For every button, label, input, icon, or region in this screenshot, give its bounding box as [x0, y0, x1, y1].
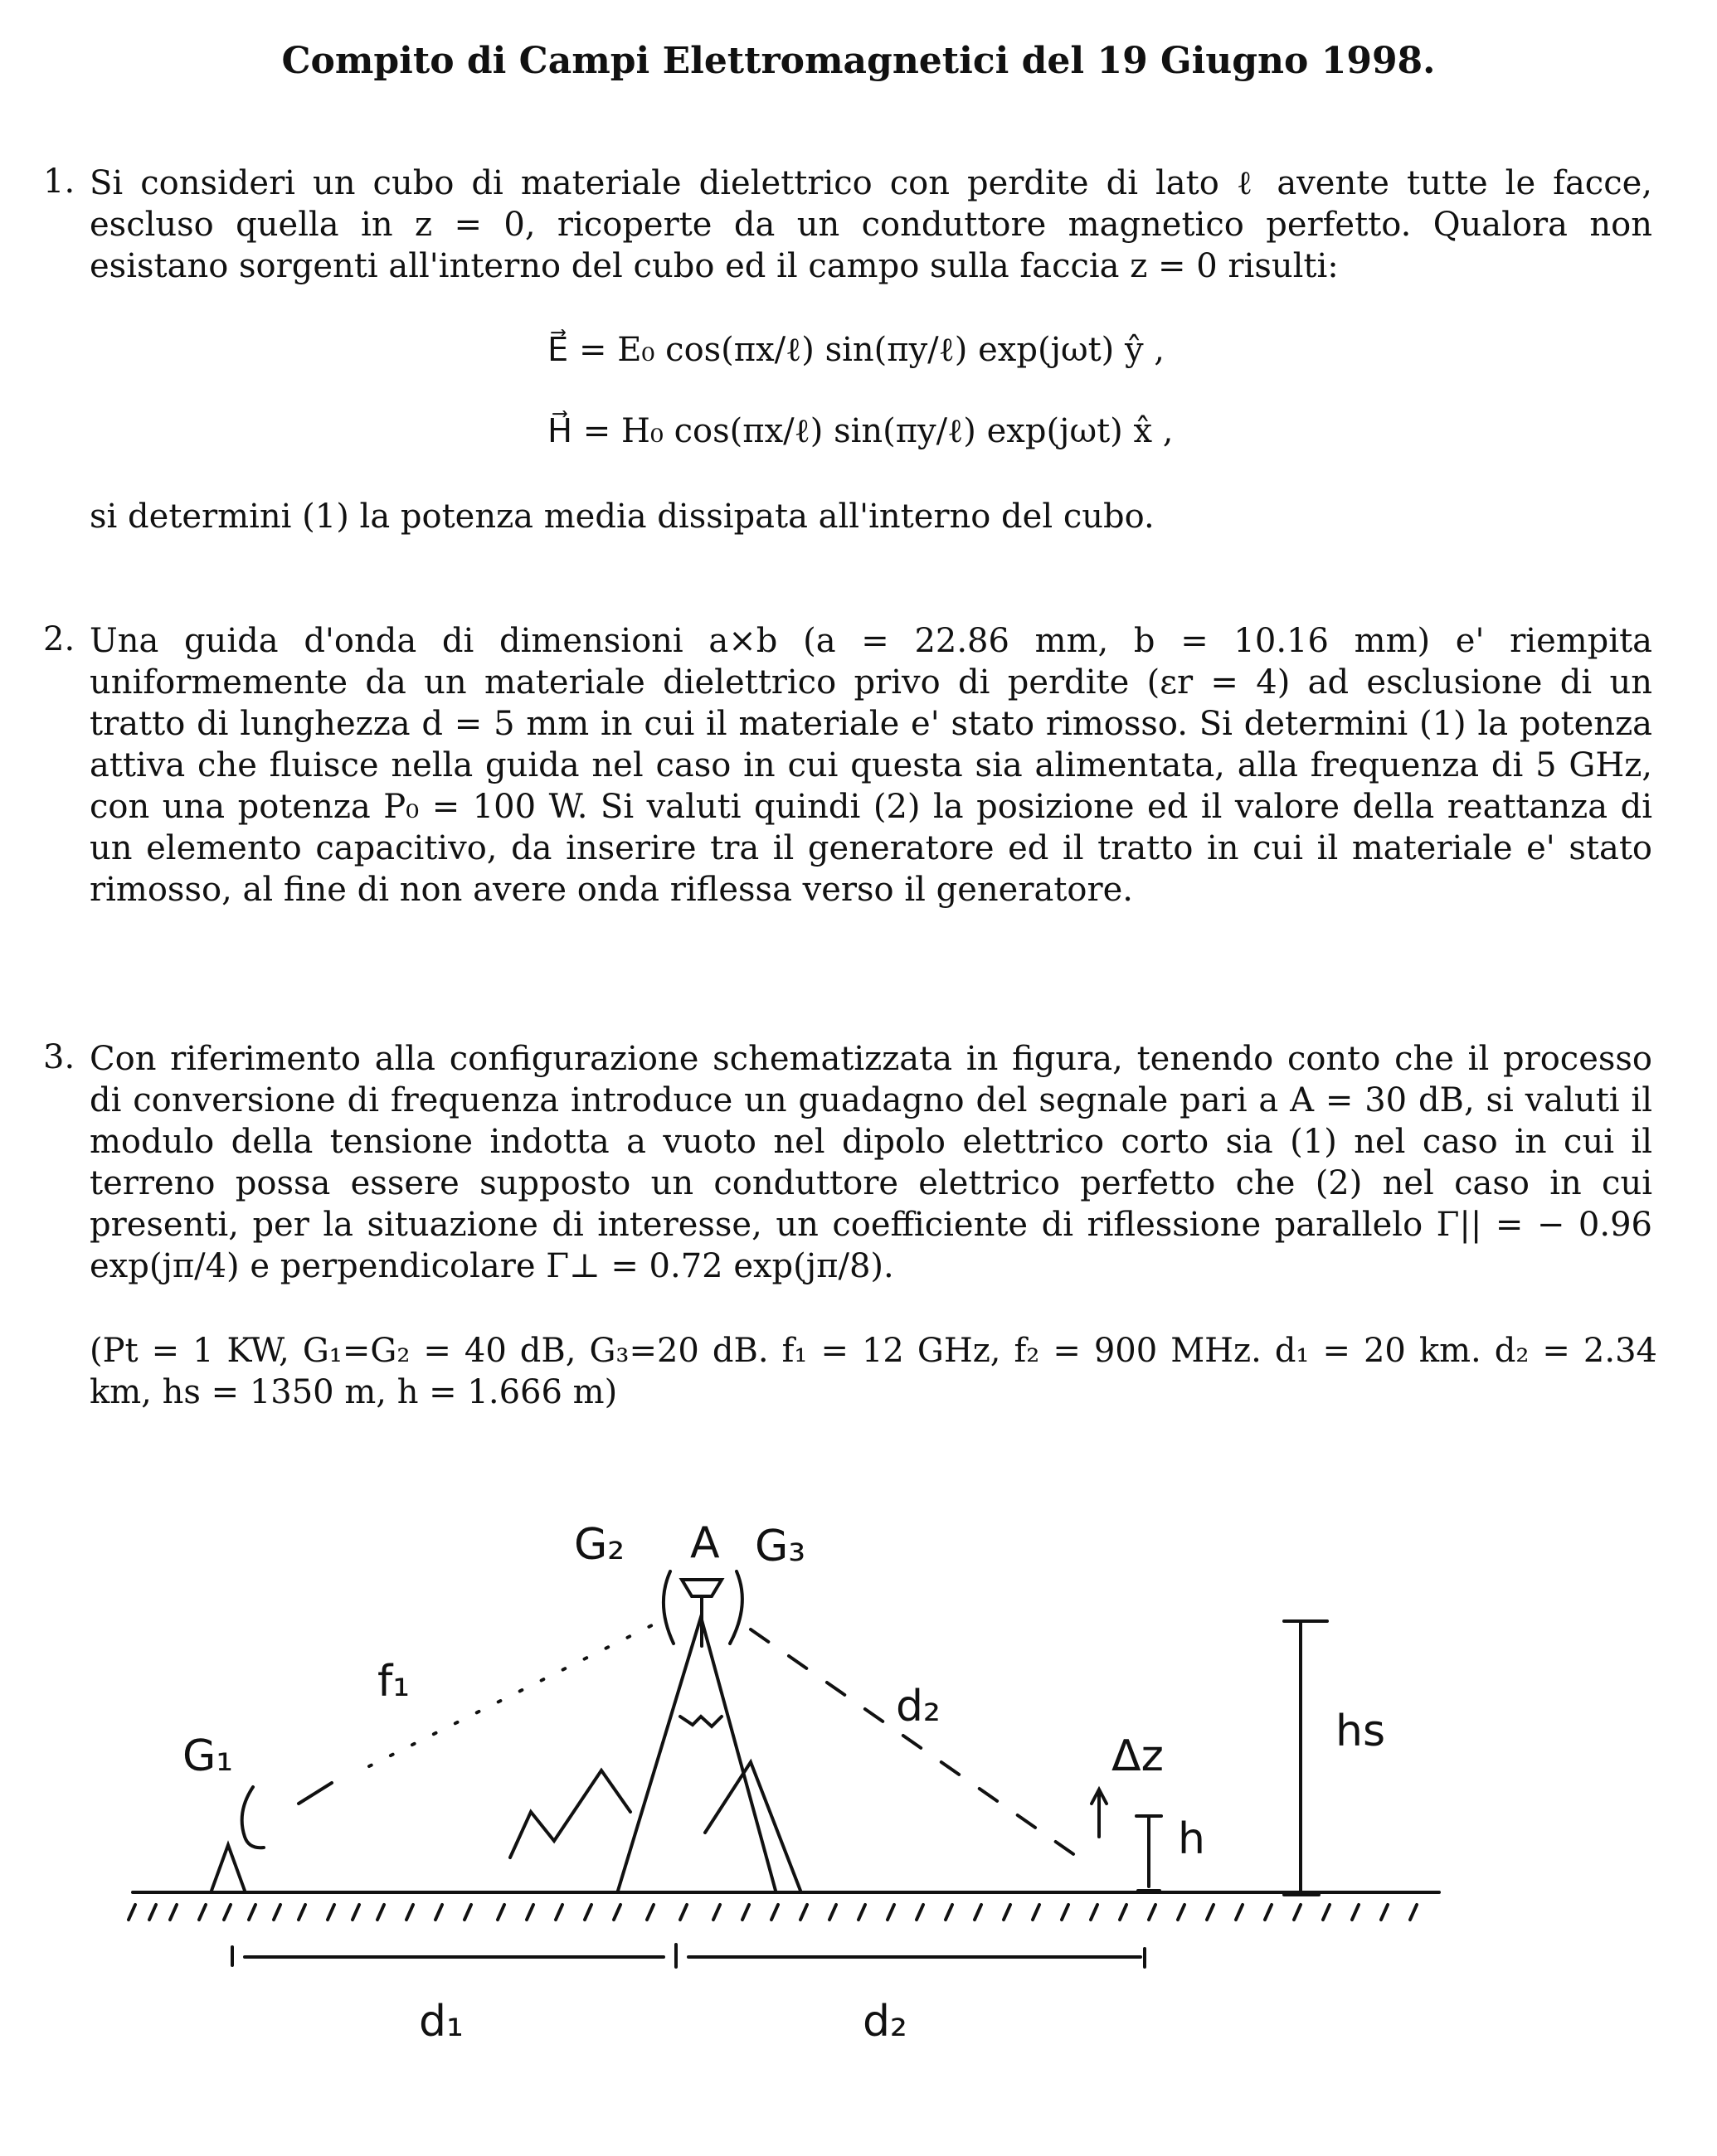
label-g2: G₂ [574, 1520, 625, 1570]
mountain-right [705, 1762, 800, 1891]
dz-arrow [1092, 1789, 1107, 1837]
d1-dimension [232, 1945, 676, 1967]
hs-bar [1284, 1621, 1327, 1895]
problem-number: 1. [43, 163, 75, 201]
equation-h-field: H⃗ = H₀ cos(πx/ℓ) sin(πy/ℓ) exp(jωt) x̂ , [547, 412, 1174, 450]
label-a: A [690, 1518, 720, 1568]
problem-text: Si consideri un cubo di materiale dielettrico con perdite di lato ℓ avente tutte le facce, escluso quella in z = 0, ricoperte da un conduttore magnetico perfetto. Qualora non esistano sorgenti all'interno del cubo ed il campo sulla faccia z = 0 risulti: [90, 164, 1652, 285]
downlink-path [751, 1629, 1078, 1857]
ground-station-dish [242, 1787, 264, 1848]
label-hs: hs [1335, 1707, 1386, 1756]
problem-text: Con riferimento alla configurazione schematizzata in figura, tenendo conto che il processo di conversione di frequenza introduce un guadagno del segnale pari a A = 30 dB, si valuti il modulo della tensione indotta a vuoto nel dipolo elettrico corto sia (1) nel caso in cui il terreno possa essere supposto un conduttore elettrico perfetto che (2) nel caso in cui presenti, per la situazione di interesse, un coefficiente di riflessione parallelo Γ|| = − 0.96 exp(jπ/4) e perpendicolare Γ⊥ = 0.72 exp(jπ/8). [90, 1040, 1652, 1285]
problem-2 [43, 620, 1652, 910]
problem-data: (Pt = 1 KW, G₁=G₂ = 40 dB, G₃=20 dB. f₁ = 12 GHz, f₂ = 900 MHz. d₁ = 20 km. d₂ = 2.34 km, hs = 1350 m, h = 1.666 m) [90, 1332, 1657, 1411]
mountain-snow [680, 1717, 722, 1726]
d2-dimension [688, 1949, 1145, 1967]
repeater-body [682, 1580, 722, 1646]
page-title: Compito di Campi Elettromagnetici del 19 Giugno 1998. [281, 40, 1436, 82]
label-d2-ground: d₂ [863, 1997, 907, 2047]
problem-number: 3. [43, 1038, 75, 1076]
uplink-path-dotted [369, 1624, 655, 1766]
equation-e-field: E⃗ = E₀ cos(πx/ℓ) sin(πy/ℓ) exp(jωt) ŷ , [547, 331, 1165, 369]
problem-1 [43, 163, 1652, 287]
label-d1-ground: d₁ [419, 1997, 464, 2047]
ground-hatching [129, 1905, 1417, 1920]
mountain-main [618, 1617, 776, 1891]
ground-station-antenna [212, 1845, 245, 1891]
label-dz: Δz [1111, 1731, 1164, 1781]
label-h: h [1178, 1814, 1205, 1864]
mountain-small [510, 1770, 630, 1857]
problem-text: Una guida d'onda di dimensioni a×b (a = 22.86 mm, b = 10.16 mm) e' riempita uniformemente da un materiale dielettrico privo di perdite (εr = 4) ad esclusione di un tratto di lunghezza d = 5 mm in cui il materiale e' stato rimosso. Si determini (1) la potenza attiva che fluisce nella guida nel caso in cui questa sia alimentata, alla frequenza di 5 GHz, con una potenza P₀ = 100 W. Si valuti quindi (2) la posizione ed il valore della reattanza di un elemento capacitivo, da inserire tra il generatore ed il tratto in cui il materiale e' stato rimosso, al fine di non avere onda riflessa verso il generatore. [90, 622, 1652, 909]
label-f1: f₁ [377, 1657, 411, 1707]
problem-number: 2. [43, 620, 75, 658]
label-d2-path: d₂ [896, 1682, 941, 1731]
problem-question: si determini (1) la potenza media dissipata all'interno del cubo. [90, 498, 1155, 536]
repeater-dish-right [730, 1571, 742, 1644]
uplink-path [299, 1783, 332, 1804]
dipole-mast [1136, 1816, 1161, 1891]
repeater-dish-left [664, 1571, 674, 1644]
label-g1: G₁ [182, 1731, 234, 1781]
label-g3: G₃ [755, 1522, 806, 1571]
problem-3 [43, 1038, 1652, 1287]
